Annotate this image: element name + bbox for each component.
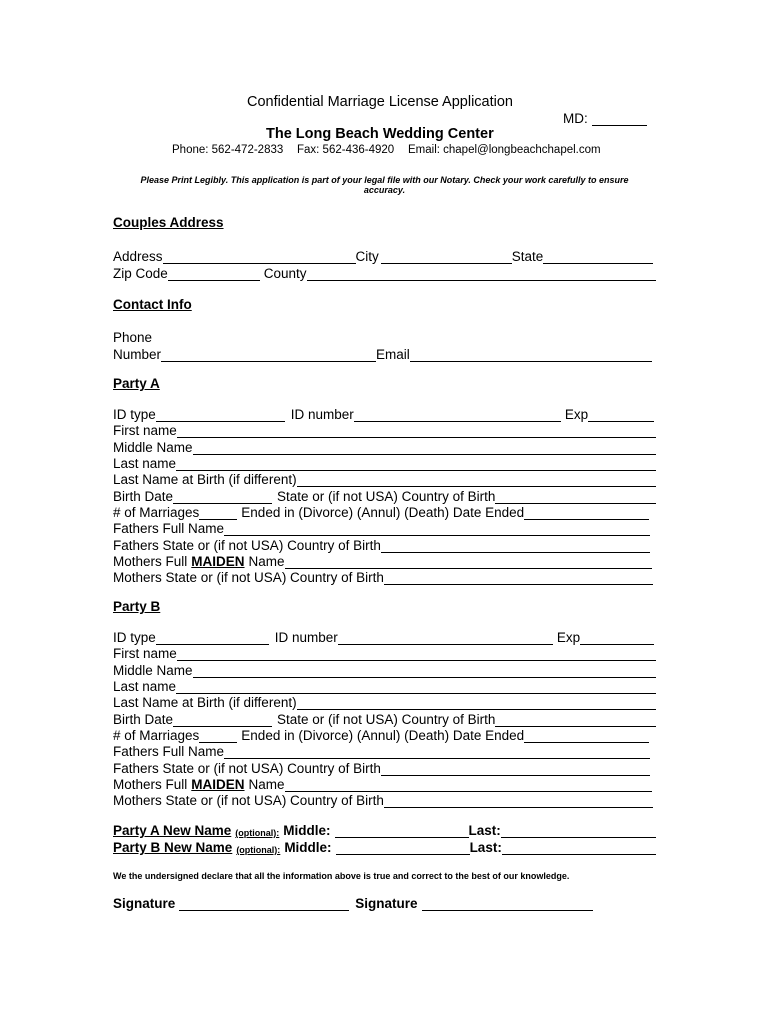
party-a-new-middle-input[interactable] [335, 825, 469, 838]
party-a-new-last-input[interactable] [501, 825, 656, 838]
party-b-birth-place-input[interactable] [495, 714, 656, 727]
id-number-label: ID number [290, 407, 354, 422]
party-a-new-name-row [113, 822, 656, 838]
mothers-full-label: Mothers Full [113, 777, 188, 792]
birth-date-label: Birth Date [113, 489, 174, 504]
last-name-birth-label: Last Name at Birth (if different) [113, 695, 297, 710]
fathers-full-name-label: Fathers Full Name [113, 521, 225, 536]
instruction-note-line1: Please Print Legibly. This application is part of your legal file with our Notary. Check your work carefully to ensure [140, 175, 629, 185]
fathers-state-label: Fathers State or (if not USA) Country of Birth [113, 538, 381, 553]
party-b-mothers-name-row [113, 776, 652, 792]
party-a-middle-name-input[interactable] [193, 442, 656, 455]
party-a-fathers-state-input[interactable] [381, 540, 650, 553]
phone-label: Phone [113, 330, 153, 345]
party-a-date-ended-input[interactable] [524, 507, 649, 520]
party-a-heading: Party A [113, 376, 160, 391]
optional-label: (optional): [235, 828, 280, 838]
city-label: City [355, 249, 379, 264]
party-b-new-name-row [113, 839, 656, 855]
mothers-state-label: Mothers State or (if not USA) Country of Birth [113, 570, 384, 585]
party-b-birth-row [113, 711, 656, 727]
address-row [113, 248, 653, 264]
party-a-birth-place-input[interactable] [495, 491, 656, 504]
party-a-mothers-name-row [113, 553, 652, 569]
party-b-last-name-birth-input[interactable] [297, 697, 656, 710]
fax-text: Fax: 562-436-4920 [297, 144, 395, 156]
party-a-id-number-input[interactable] [354, 409, 561, 422]
signature-label-2: Signature [355, 896, 418, 911]
party-a-exp-input[interactable] [588, 409, 654, 422]
id-number-label: ID number [274, 630, 338, 645]
party-b-date-ended-input[interactable] [524, 730, 649, 743]
marriages-label: # of Marriages [113, 728, 200, 743]
party-b-mothers-state-row [113, 792, 653, 808]
party-a-fathers-state-row [113, 537, 650, 553]
md-input[interactable] [592, 113, 647, 126]
first-name-label: First name [113, 423, 177, 438]
party-a-last-name-birth-row [113, 471, 656, 487]
mothers-state-label: Mothers State or (if not USA) Country of Birth [113, 793, 384, 808]
party-a-fathers-name-row [113, 520, 650, 536]
middle-label: Middle: [283, 823, 331, 838]
email-label: Email [376, 347, 410, 362]
party-b-id-number-input[interactable] [338, 632, 553, 645]
party-b-new-middle-input[interactable] [336, 842, 470, 855]
party-b-first-name-input[interactable] [177, 648, 656, 661]
couples-address-heading: Couples Address [113, 215, 224, 230]
party-b-fathers-state-row [113, 760, 650, 776]
party-b-middle-name-input[interactable] [193, 665, 656, 678]
county-label: County [263, 266, 307, 281]
ended-label: Ended in (Divorce) (Annul) (Death) Date Ended [241, 728, 525, 743]
md-label: MD: [563, 111, 588, 126]
party-a-first-name-row [113, 422, 656, 438]
last-name-label: Last name [113, 456, 177, 471]
fathers-full-name-label: Fathers Full Name [113, 744, 225, 759]
instruction-note-line2: accuracy. [363, 185, 406, 195]
document-title: Confidential Marriage License Application [247, 94, 513, 110]
name-label: Name [248, 554, 285, 569]
party-a-mothers-state-input[interactable] [384, 572, 653, 585]
mothers-full-label: Mothers Full [113, 554, 188, 569]
fathers-state-label: Fathers State or (if not USA) Country of Birth [113, 761, 381, 776]
number-label: Number [113, 347, 162, 362]
party-a-mothers-state-row [113, 569, 653, 585]
exp-label: Exp [564, 407, 589, 422]
email-input[interactable] [410, 349, 652, 362]
party-a-last-name-input[interactable] [176, 458, 656, 471]
exp-label: Exp [556, 630, 581, 645]
party-b-fathers-state-input[interactable] [381, 763, 650, 776]
party-b-fathers-name-row [113, 743, 650, 759]
party-b-id-row [113, 629, 654, 645]
party-a-middle-name-row [113, 439, 656, 455]
party-b-middle-name-row [113, 662, 656, 678]
party-b-last-name-input[interactable] [176, 681, 656, 694]
party-a-fathers-name-input[interactable] [224, 523, 650, 536]
party-b-new-last-input[interactable] [502, 842, 656, 855]
birth-date-label: Birth Date [113, 712, 174, 727]
organization-name: The Long Beach Wedding Center [266, 126, 494, 142]
party-b-birth-date-input[interactable] [173, 714, 272, 727]
signature-row [113, 895, 593, 911]
party-a-marriages-row [113, 504, 649, 520]
middle-label: Middle: [284, 840, 332, 855]
email-text: Email: chapel@longbeachchapel.com [408, 144, 601, 156]
state-label: State [511, 249, 544, 264]
party-b-heading: Party B [113, 599, 161, 614]
last-label: Last: [469, 840, 502, 855]
id-type-label: ID type [113, 407, 156, 422]
signature-input-2[interactable] [422, 898, 593, 911]
maiden-label: MAIDEN [191, 554, 245, 569]
instruction-note [113, 175, 656, 195]
maiden-label: MAIDEN [191, 777, 245, 792]
party-b-mothers-state-input[interactable] [384, 795, 653, 808]
party-a-first-name-input[interactable] [177, 425, 656, 438]
ended-label: Ended in (Divorce) (Annul) (Death) Date Ended [241, 505, 525, 520]
birth-place-label: State or (if not USA) Country of Birth [277, 489, 496, 504]
state-input[interactable] [543, 251, 653, 264]
county-input[interactable] [307, 268, 656, 281]
middle-name-label: Middle Name [113, 440, 193, 455]
zip-label: Zip Code [113, 266, 168, 281]
phone-number-input[interactable] [161, 349, 376, 362]
last-label: Last: [468, 823, 501, 838]
signature-input-1[interactable] [179, 898, 349, 911]
optional-label: (optional): [236, 845, 281, 855]
declaration-text: We the undersigned declare that all the information above is true and correct to the best of our knowledge. [113, 871, 570, 881]
party-b-first-name-row [113, 645, 656, 661]
party-a-id-row [113, 406, 654, 422]
party-b-marriages-row [113, 727, 649, 743]
party-a-mothers-name-input[interactable] [285, 556, 652, 569]
last-name-label: Last name [113, 679, 177, 694]
signature-label-1: Signature [113, 896, 176, 911]
address-input[interactable] [163, 251, 356, 264]
party-a-new-name-label: Party A New Name [113, 823, 232, 838]
city-input[interactable] [381, 251, 512, 264]
party-b-exp-input[interactable] [580, 632, 654, 645]
party-b-marriages-input[interactable] [199, 730, 237, 743]
party-b-mothers-name-input[interactable] [285, 779, 652, 792]
marriages-label: # of Marriages [113, 505, 200, 520]
birth-place-label: State or (if not USA) Country of Birth [277, 712, 496, 727]
party-a-id-type-input[interactable] [156, 409, 285, 422]
md-field [563, 111, 647, 126]
party-a-last-name-row [113, 455, 656, 471]
phone-text: Phone: 562-472-2833 [172, 144, 284, 156]
first-name-label: First name [113, 646, 177, 661]
middle-name-label: Middle Name [113, 663, 193, 678]
zip-input[interactable] [168, 268, 260, 281]
address-label: Address [113, 249, 163, 264]
party-b-last-name-row [113, 678, 656, 694]
id-type-label: ID type [113, 630, 156, 645]
party-a-birth-date-input[interactable] [173, 491, 272, 504]
last-name-birth-label: Last Name at Birth (if different) [113, 472, 297, 487]
party-a-marriages-input[interactable] [199, 507, 237, 520]
party-a-birth-row [113, 488, 656, 504]
party-a-last-name-birth-input[interactable] [297, 474, 656, 487]
party-b-new-name-label: Party B New Name [113, 840, 233, 855]
party-b-fathers-name-input[interactable] [224, 746, 650, 759]
name-label: Name [248, 777, 285, 792]
party-b-last-name-birth-row [113, 694, 656, 710]
party-b-id-type-input[interactable] [156, 632, 269, 645]
phone-number-row [113, 346, 652, 362]
zip-row [113, 265, 656, 281]
contact-info-heading: Contact Info [113, 297, 192, 312]
